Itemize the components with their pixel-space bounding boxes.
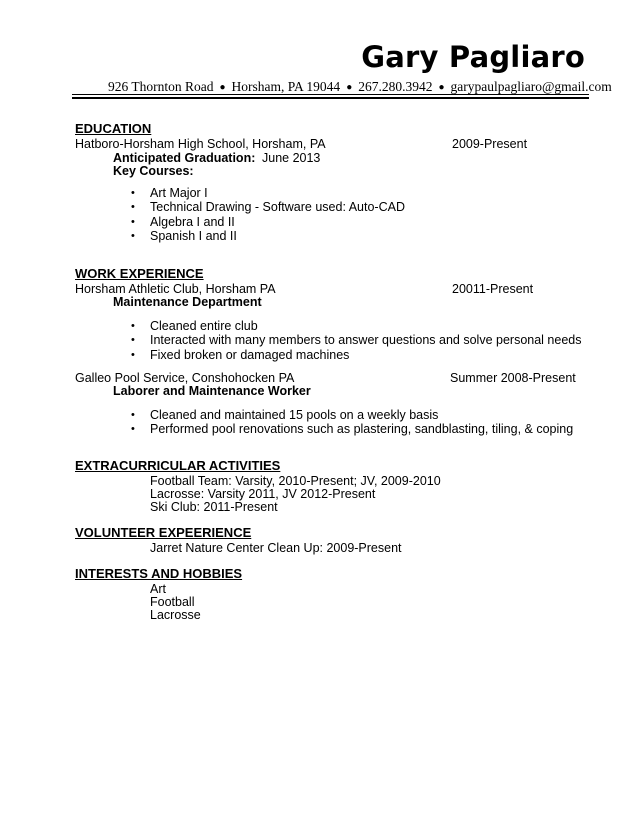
contact-line: [108, 79, 612, 95]
header-divider: [72, 94, 589, 95]
list-item: • Cleaned and maintained 15 pools on a weekly basis: [131, 408, 439, 422]
list-item: Football Team: Varsity, 2010-Present; JV, 2009-2010: [150, 474, 441, 488]
contact-phone: 267.280.3942: [358, 79, 433, 94]
bullet-icon: •: [131, 229, 135, 242]
list-item: • Art Major I: [131, 186, 208, 200]
education-school: Hatboro-Horsham High School, Horsham, PA: [75, 137, 326, 151]
list-item: • Performed pool renovations such as plastering, sandblasting, tiling, & coping: [131, 422, 574, 437]
bullet-icon: •: [131, 201, 135, 214]
resume-name: Gary Pagliaro: [361, 40, 585, 74]
list-item: Jarret Nature Center Clean Up: 2009-Present: [150, 541, 402, 555]
list-item: Ski Club: 2011-Present: [150, 500, 278, 514]
bullet-icon: •: [131, 423, 135, 436]
list-item: • Algebra I and II: [131, 214, 235, 229]
list-item: Football: [150, 595, 195, 609]
education-heading: EDUCATION: [75, 121, 152, 136]
list-item: • Spanish I and II: [131, 228, 237, 243]
contact-address: 926 Thornton Road: [108, 79, 214, 94]
job-duties-list: [126, 319, 581, 362]
bullet-icon: •: [131, 187, 135, 199]
graduation-value: June 2013: [262, 151, 321, 165]
bullet-icon: •: [131, 409, 135, 421]
list-item: Art: [150, 582, 166, 596]
list-item: • Cleaned entire club: [131, 319, 258, 333]
bullet-icon: •: [131, 215, 135, 228]
volunteer-heading: VOLUNTEER EXPEERIENCE: [75, 525, 252, 540]
list-item: • Technical Drawing - Software used: Auto-CAD: [131, 200, 405, 215]
job-employer: Galleo Pool Service, Conshohocken PA: [75, 371, 295, 385]
bullet-icon: •: [131, 348, 135, 361]
header-divider-thick: [72, 97, 589, 99]
bullet-icon: ●: [346, 82, 353, 93]
bullet-icon: •: [131, 334, 135, 347]
courses-label: Key Courses:: [113, 164, 194, 178]
list-item: • Fixed broken or damaged machines: [131, 347, 350, 362]
courses-list: [126, 186, 405, 243]
contact-email[interactable]: garypaulpagliaro@gmail.com: [450, 79, 612, 94]
list-item: Lacrosse: Varsity 2011, JV 2012-Present: [150, 487, 376, 501]
extracurricular-heading: EXTRACURRICULAR ACTIVITIES: [75, 458, 281, 473]
job-duties-list: [126, 408, 573, 437]
graduation-label: Anticipated Graduation:: [113, 151, 256, 165]
job-role: Maintenance Department: [113, 295, 262, 309]
work-heading: WORK EXPERIENCE: [75, 266, 204, 281]
list-item: Lacrosse: [150, 608, 201, 622]
interests-heading: INTERESTS AND HOBBIES: [75, 566, 243, 581]
education-dates: 2009-Present: [452, 137, 528, 151]
bullet-icon: •: [131, 320, 135, 332]
bullet-icon: ●: [438, 82, 445, 93]
job-role: Laborer and Maintenance Worker: [113, 384, 311, 398]
list-item: • Interacted with many members to answer questions and solve personal needs: [131, 333, 582, 348]
contact-city: Horsham, PA 19044: [231, 79, 341, 94]
job-dates: Summer 2008-Present: [450, 371, 576, 385]
job-employer: Horsham Athletic Club, Horsham PA: [75, 282, 276, 296]
bullet-icon: ●: [219, 82, 226, 93]
job-dates: 20011-Present: [452, 282, 534, 296]
